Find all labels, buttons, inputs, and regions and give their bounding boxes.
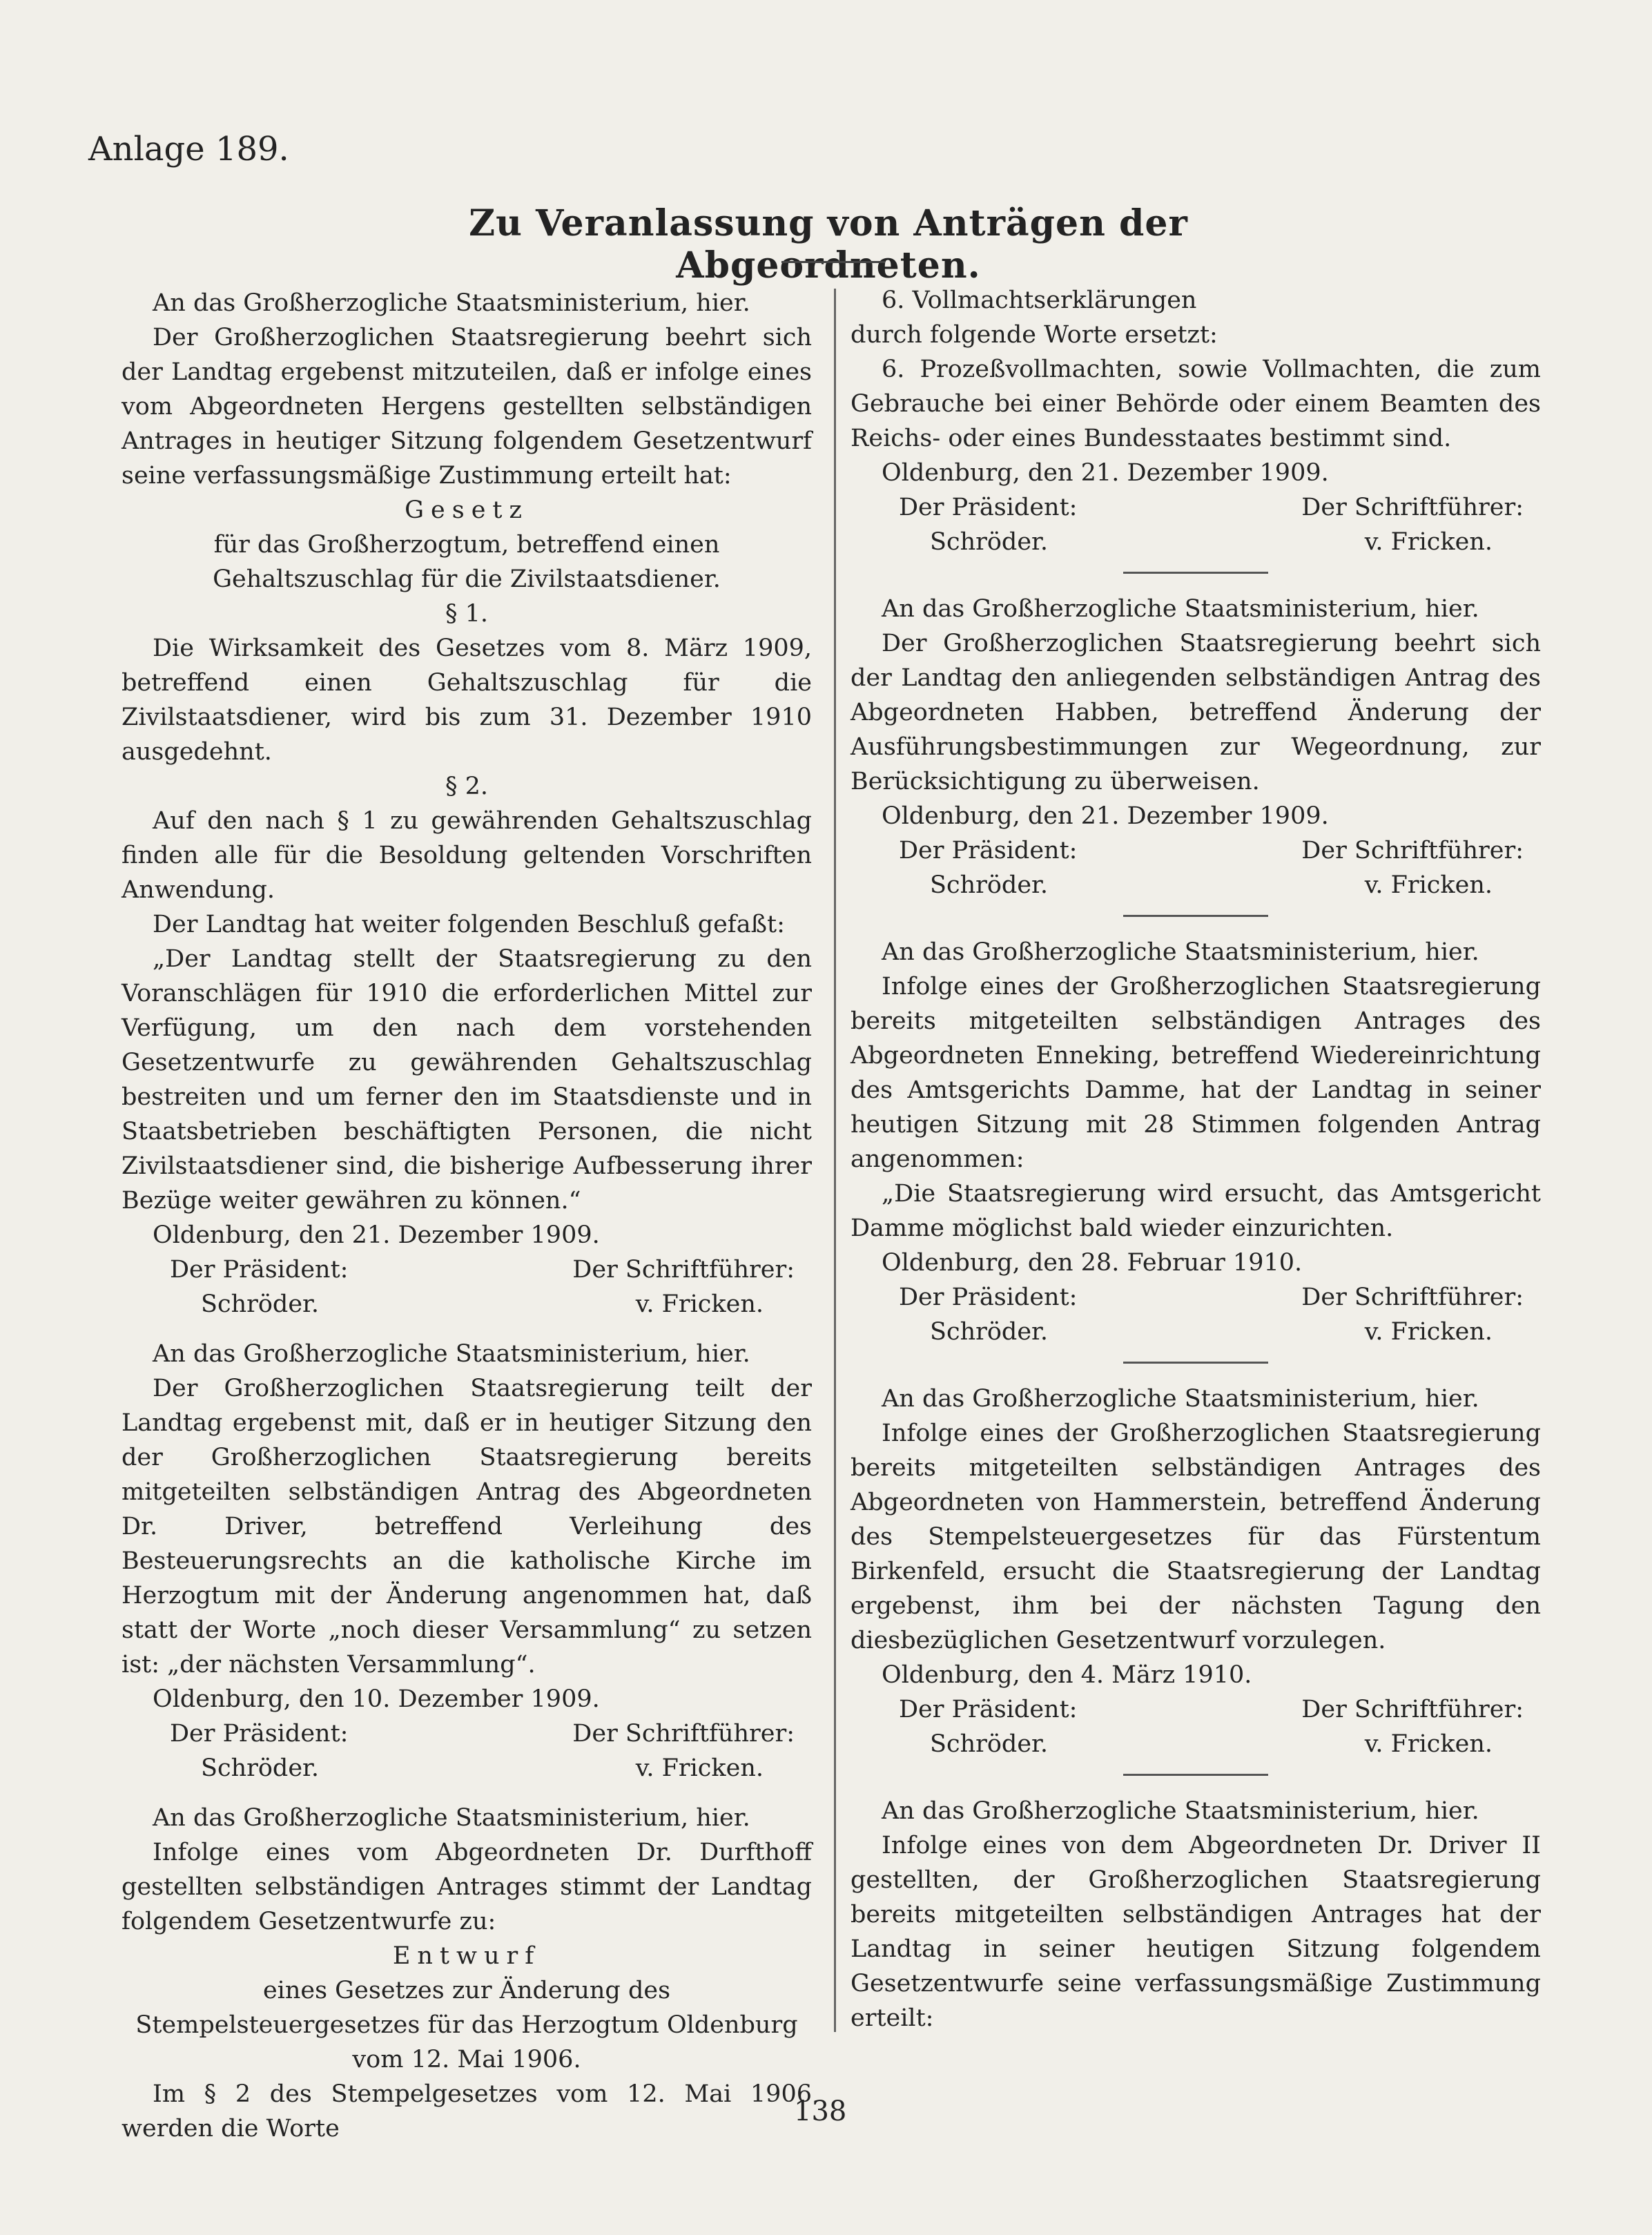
address-line: An das Großherzogliche Staatsministerium, hier. xyxy=(882,1797,1479,1825)
signature-titles xyxy=(851,1280,1541,1315)
signature-titles xyxy=(851,833,1541,868)
president-name: Schröder. xyxy=(930,528,1049,556)
page-number: 138 xyxy=(794,2096,847,2127)
address-line: An das Großherzogliche Staatsministerium, hier. xyxy=(153,1804,750,1832)
president-title: Der Präsident: xyxy=(170,1720,349,1748)
president-name: Schröder. xyxy=(201,1290,320,1318)
section-number: § 2. xyxy=(445,773,489,800)
paragraph: Der Großherzoglichen Staatsregierung beehrt sich der Landtag den anliegenden selbständigen Antrag des Abgeordneten Habben, betreffend Änderung der Ausführungsbestimmungen zur Wegeordnung, zur Berücksichtigung zu überweisen. xyxy=(851,630,1541,795)
paragraph: Infolge eines der Großherzoglichen Staatsregierung bereits mitgeteilten selbständigen Antrages des Abgeordneten Enneking, betreffend Wiedereinrichtung des Amtsgerichts Damme, hat der Landtag in seiner heutigen Sitzung mit 28 Stimmen folgenden Antrag angenommen: xyxy=(851,973,1541,1173)
secretary-name: v. Fricken. xyxy=(635,1754,764,1782)
address-line: An das Großherzogliche Staatsministerium, hier. xyxy=(153,289,750,317)
left-column xyxy=(122,283,812,2146)
right-column xyxy=(851,283,1541,2035)
paragraph: Der Großherzoglichen Staatsregierung beehrt sich der Landtag ergebenst mitzuteilen, daß er infolge eines vom Abgeordneten Hergens gestellten selbständigen Antrages in heutiger Sitzung folgendem Gesetzentwurf seine verfassungsmäßige Zustimmung erteilt hat: xyxy=(122,324,812,490)
paragraph: Infolge eines von dem Abgeordneten Dr. Driver II gestellten, der Großherzoglichen Staatsregierung bereits mitgeteilten selbständigen Antrages hat der Landtag in seiner heutigen Sitzung folgendem Gesetzentwurfe seine verfassungsmäßige Zustimmung erteilt: xyxy=(851,1832,1541,2032)
signature-titles xyxy=(122,1716,812,1751)
paragraph: Infolge eines vom Abgeordneten Dr. Durfthoff gestellten selbständigen Antrages stimmt der Landtag folgendem Gesetzentwurfe zu: xyxy=(122,1839,812,1935)
president-title: Der Präsident: xyxy=(899,1284,1078,1311)
column-divider xyxy=(834,289,836,2032)
paragraph: 6. Prozeßvollmachten, sowie Vollmachten, die zum Gebrauche bei einer Behörde oder einem Beamten des Reichs- oder eines Bundesstaates bestimmt sind. xyxy=(851,356,1541,452)
paragraph: Infolge eines der Großherzoglichen Staatsregierung bereits mitgeteilten selbständigen Antrages des Abgeordneten von Hammerstein, betreffend Änderung des Stempelsteuergesetzes für das Fürstentum Birkenfeld, ersucht die Staatsregierung der Landtag ergebenst, ihm bei der nächsten Tagung den diesbezüglichen Gesetzentwurf vorzulegen. xyxy=(851,1420,1541,1654)
section-rule xyxy=(1123,1362,1268,1364)
president-title: Der Präsident: xyxy=(170,1256,349,1284)
section-text: Auf den nach § 1 zu gewährenden Gehaltszuschlag finden alle für die Besoldung geltenden Vorschriften Anwendung. xyxy=(122,807,812,904)
secretary-name: v. Fricken. xyxy=(1364,871,1493,899)
secretary-title: Der Schriftführer: xyxy=(1301,494,1524,521)
paragraph: Im § 2 des Stempelgesetzes vom 12. Mai 1906 werden die Worte xyxy=(122,2080,812,2142)
date-line: Oldenburg, den 4. März 1910. xyxy=(882,1661,1252,1689)
section-number: § 1. xyxy=(445,600,489,628)
signature-names xyxy=(851,868,1541,902)
paragraph: Der Großherzoglichen Staatsregierung teilt der Landtag ergebenst mit, daß er in heutiger Sitzung den der Großherzoglichen Staatsregierung bereits mitgeteilten selbständigen Antrag des Abgeordneten Dr. Driver, betreffend Verleihung des Besteuerungsrechts an die katholische Kirche im Herzogtum mit der Änderung angenommen hat, daß statt der Worte „noch dieser Versammlung“ zu setzen ist: „der nächsten Versammlung“. xyxy=(122,1375,812,1678)
section-rule xyxy=(1123,915,1268,917)
date-line: Oldenburg, den 10. Dezember 1909. xyxy=(153,1685,600,1713)
signature-titles xyxy=(851,490,1541,525)
signature-titles xyxy=(122,1252,812,1287)
signature-names xyxy=(851,1315,1541,1349)
section-rule xyxy=(1123,1774,1268,1776)
address-line: An das Großherzogliche Staatsministerium, hier. xyxy=(882,1385,1479,1413)
date-line: Oldenburg, den 21. Dezember 1909. xyxy=(153,1221,600,1249)
secretary-name: v. Fricken. xyxy=(635,1290,764,1318)
address-line: An das Großherzogliche Staatsministerium, hier. xyxy=(153,1340,750,1368)
law-title: Entwurf xyxy=(392,1942,541,1970)
secretary-title: Der Schriftführer: xyxy=(1301,837,1524,864)
section-rule xyxy=(1123,572,1268,574)
law-title: Gesetz xyxy=(405,496,529,524)
president-title: Der Präsident: xyxy=(899,494,1078,521)
president-name: Schröder. xyxy=(201,1754,320,1782)
president-title: Der Präsident: xyxy=(899,837,1078,864)
law-subtitle: für das Großherzogtum, betreffend einen Gehaltszuschlag für die Zivilstaatsdiener. xyxy=(213,531,721,593)
address-line: An das Großherzogliche Staatsministerium, hier. xyxy=(882,938,1479,966)
president-name: Schröder. xyxy=(930,1318,1049,1346)
president-name: Schröder. xyxy=(930,1730,1049,1758)
signature-names xyxy=(122,1287,812,1322)
secretary-title: Der Schriftführer: xyxy=(1301,1284,1524,1311)
paragraph: Der Landtag hat weiter folgenden Beschluß gefaßt: xyxy=(153,911,785,938)
annex-number: Anlage 189. xyxy=(88,130,289,168)
secretary-name: v. Fricken. xyxy=(1364,528,1493,556)
secretary-name: v. Fricken. xyxy=(1364,1318,1493,1346)
signature-titles xyxy=(851,1692,1541,1727)
resolution-quote: „Der Landtag stellt der Staatsregierung zu den Voranschlägen für 1910 die erforderlichen Mittel zur Verfügung, um den nach dem vorstehenden Gesetzentwurfe zu gewährenden Gehaltszuschlag bestreiten und um ferner den im Staatsdienste und in Staatsbetrieben beschäftigten Personen, die nicht Zivilstaatsdiener sind, die bisherige Aufbesserung ihrer Bezüge weiter gewähren zu können.“ xyxy=(122,945,812,1215)
address-line: An das Großherzogliche Staatsministerium, hier. xyxy=(882,595,1479,623)
secretary-name: v. Fricken. xyxy=(1364,1730,1493,1758)
resolution-quote: „Die Staatsregierung wird ersucht, das Amtsgericht Damme möglichst bald wieder einzurichten. xyxy=(851,1180,1541,1242)
date-line: Oldenburg, den 21. Dezember 1909. xyxy=(882,459,1329,487)
secretary-title: Der Schriftführer: xyxy=(572,1256,795,1284)
text-line: 6. Vollmachtserklärungen xyxy=(882,287,1197,314)
text-line: durch folgende Worte ersetzt: xyxy=(851,321,1218,349)
secretary-title: Der Schriftführer: xyxy=(1301,1696,1524,1723)
signature-names xyxy=(851,525,1541,559)
page-heading: Zu Veranlassung von Anträgen der Abgeordneten. xyxy=(469,202,1188,287)
law-subtitle: eines Gesetzes zur Änderung des Stempelsteuergesetzes für das Herzogtum Oldenburg vom 12. Mai 1906. xyxy=(135,1977,798,2073)
heading-rule xyxy=(781,261,885,263)
date-line: Oldenburg, den 28. Februar 1910. xyxy=(882,1249,1303,1277)
secretary-title: Der Schriftführer: xyxy=(572,1720,795,1748)
date-line: Oldenburg, den 21. Dezember 1909. xyxy=(882,802,1329,830)
signature-names xyxy=(851,1727,1541,1761)
signature-names xyxy=(122,1751,812,1786)
president-name: Schröder. xyxy=(930,871,1049,899)
president-title: Der Präsident: xyxy=(899,1696,1078,1723)
section-text: Die Wirksamkeit des Gesetzes vom 8. März 1909, betreffend einen Gehaltszuschlag für die Zivilstaatsdiener, wird bis zum 31. Dezember 1910 ausgedehnt. xyxy=(122,635,812,766)
